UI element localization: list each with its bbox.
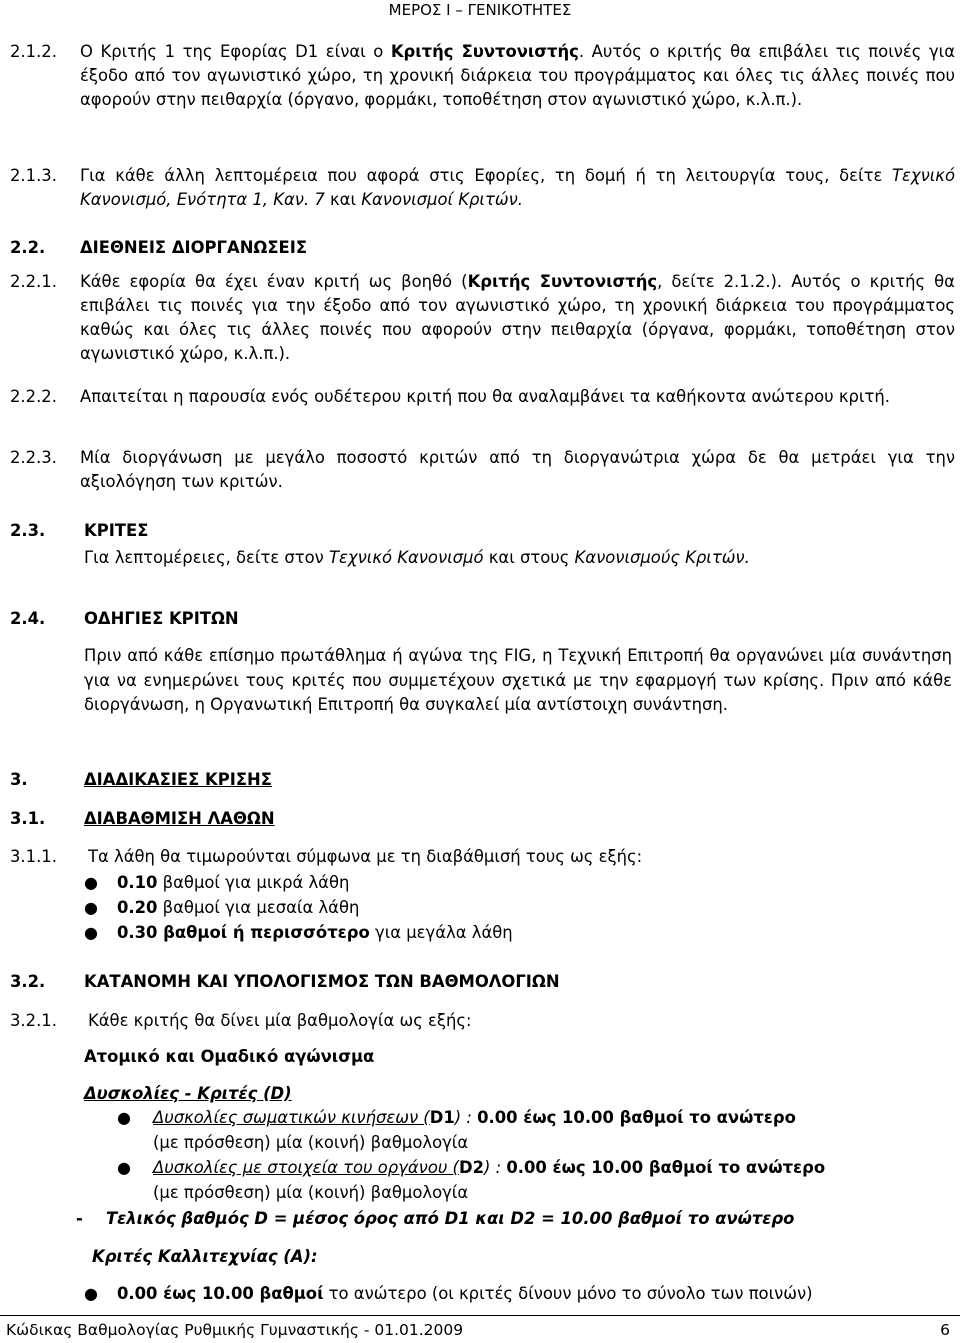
text: ) : <box>454 1108 478 1127</box>
text: Για κάθε άλλη λεπτομέρεια που αφορά στις Εφορίες, τη δομή ή τη λειτουργία τους, δείτε <box>80 166 893 185</box>
paragraph-2-4 <box>84 644 952 718</box>
reference: Τεχνικό Κανονισμό <box>329 548 484 567</box>
bullet-icon: ● <box>117 1158 131 1177</box>
section-number: 2.2.1. <box>10 272 57 291</box>
section-number: 3. <box>10 770 28 789</box>
bullet-icon: ● <box>84 923 98 942</box>
bullet-icon: ● <box>84 873 98 892</box>
final-score-formula: Τελικός βαθμός D = μέσος όρος από D1 και D2 = 10.00 βαθμοί το ανώτερο <box>106 1209 795 1228</box>
section-heading: ΟΔΗΓΙΕΣ ΚΡΙΤΩΝ <box>84 609 239 628</box>
section-number: 2.1.3. <box>10 166 57 185</box>
section-heading: ΔΙΑΒΑΘΜΙΣΗ ΛΑΘΩΝ <box>84 809 275 828</box>
text: Κάθε εφορία θα έχει έναν κριτή ως βοηθό ( <box>80 272 468 291</box>
section-number: 3.1. <box>10 809 46 828</box>
bullet-icon: ● <box>84 1284 98 1303</box>
section-number: 2.2.3. <box>10 448 57 467</box>
range: 0.00 έως 10.00 βαθμοί το ανώτερο <box>506 1158 826 1177</box>
subheading: Ατομικό και Ομαδικό αγώνισμα <box>84 1047 375 1066</box>
text: και <box>324 190 362 209</box>
subheading: Δυσκολίες - Κριτές (D) <box>84 1084 292 1103</box>
text: Για λεπτομέρειες, δείτε στον <box>84 548 330 567</box>
label: για μεγάλα λάθη <box>369 923 513 942</box>
paragraph-2-3 <box>84 546 750 570</box>
text: . Αυτός ο κριτής θα επιβάλει τις ποινές για έξοδο από τον αγωνιστικό χώρο, τη χρονική διάρκεια του προγράμματος και όλες τις άλλες ποινές που αφορούν στην πειθαρχία (όργανο, φορμάκι, τοποθέτηση στον αγωνιστικό χώρο, κ.λ.π.). <box>80 42 955 109</box>
section-heading: ΔΙΑΔΙΚΑΣΙΕΣ ΚΡΙΣΗΣ <box>84 770 272 789</box>
code: D1 <box>429 1108 455 1127</box>
section-number: 3.2. <box>10 972 46 991</box>
section-heading: ΚΑΤΑΝΟΜΗ ΚΑΙ ΥΠΟΛΟΓΙΣΜΟΣ ΤΩΝ ΒΑΘΜΟΛΟΓΙΩΝ <box>84 972 560 991</box>
footer-title: Κώδικας Βαθμολογίας Ρυθμικής Γυμναστικής - 01.01.2009 <box>6 1321 464 1339</box>
note: (με πρόσθεση) μία (κοινή) βαθμολογία <box>153 1183 469 1202</box>
section-number: 2.3. <box>10 521 46 540</box>
label: βαθμοί για μεσαία λάθη <box>157 898 360 917</box>
bold-term: Κριτής Συντονιστής <box>467 272 658 291</box>
list-item <box>117 896 359 920</box>
text: Απαιτείται η παρουσία ενός ουδέτερου κριτή που θα αναλαμβάνει τα καθήκοντα ανώτερου κριτή. <box>80 387 890 406</box>
label: βαθμοί για μικρά λάθη <box>157 873 350 892</box>
page-number: 6 <box>940 1321 950 1339</box>
bullet-icon: ● <box>84 898 98 917</box>
paragraph-2-2-1 <box>80 270 955 366</box>
list-item <box>117 921 513 945</box>
range: 0.00 έως 10.00 βαθμοί το ανώτερο <box>477 1108 796 1127</box>
section-heading: ΚΡΙΤΕΣ <box>84 521 149 540</box>
text: Δυσκολίες σωματικών κινήσεων ( <box>153 1108 430 1127</box>
paragraph-2-1-2 <box>80 40 955 112</box>
text: και στους <box>483 548 575 567</box>
subheading: Κριτές Καλλιτεχνίας (Α): <box>92 1247 318 1266</box>
paragraph-2-2-2 <box>80 385 955 409</box>
text: το ανώτερο (οι κριτές δίνουν μόνο το σύνολο των ποινών) <box>323 1284 813 1303</box>
value: 0.30 βαθμοί ή περισσότερο <box>117 923 370 942</box>
code: D2 <box>458 1158 484 1177</box>
text: , δείτε 2.1.2.). Αυτός ο κριτής θα επιβάλει τις ποινές για την έξοδο από τον αγωνιστικό χώρο, τη χρονική διάρκεια του προγράμματος καθώς και όλες τις άλλες ποινές που αφορούν στην πειθαρχία (όργανα, φορμάκι, τοποθέτηση στον αγωνιστικό χώρο, κ.λ.π.). <box>80 272 955 363</box>
text: Κάθε κριτής θα δίνει μία βαθμολογία ως εξής: <box>88 1011 472 1030</box>
value: 0.20 <box>117 898 158 917</box>
range: 0.00 έως 10.00 βαθμοί <box>117 1284 324 1303</box>
paragraph-2-1-3 <box>80 164 955 212</box>
bullet-icon: ● <box>117 1108 131 1127</box>
reference: Κανονισμούς Κριτών. <box>574 548 750 567</box>
footer-divider <box>0 1315 960 1316</box>
section-number: 2.4. <box>10 609 46 628</box>
section-number: 2.2.2. <box>10 387 57 406</box>
reference: Κανονισμοί Κριτών. <box>361 190 523 209</box>
text: Πριν από κάθε επίσημο πρωτάθλημα ή αγώνα της FIG, η Τεχνική Επιτροπή θα οργανώνει μία συνάντηση για να ενημερώνει τους κριτές που συμμετέχουν σχετικά με την εφαρμογή των κρίσης. Πριν από κάθε διοργάνωση, η Οργανωτική Επιτροπή θα συγκαλεί μία αντίστοιχη συνάντηση. <box>84 646 952 714</box>
list-item <box>117 871 349 895</box>
text: Δυσκολίες με στοιχεία του οργάνου ( <box>153 1158 459 1177</box>
reference: Τεχνικό Κανονισμό, Ενότητα 1, Καν. 7 <box>80 166 955 209</box>
bold-term: Κριτής Συντονιστής <box>390 42 579 61</box>
section-number: 2.1.2. <box>10 42 57 61</box>
list-item <box>117 1282 813 1306</box>
section-number: 3.1.1. <box>10 847 57 866</box>
list-item <box>153 1156 825 1180</box>
note: (με πρόσθεση) μία (κοινή) βαθμολογία <box>153 1133 469 1152</box>
section-heading: ΔΙΕΘΝΕΙΣ ΔΙΟΡΓΑΝΩΣΕΙΣ <box>80 238 308 257</box>
paragraph-2-2-3 <box>80 446 955 494</box>
text: ) : <box>483 1158 507 1177</box>
section-number: 2.2. <box>10 238 46 257</box>
list-item <box>153 1106 796 1130</box>
text: Τα λάθη θα τιμωρούνται σύμφωνα με τη διαβάθμισή τους ως εξής: <box>88 847 643 866</box>
page-header: ΜΕΡΟΣ Ι – ΓΕΝΙΚΟΤΗΤΕΣ <box>388 1 572 19</box>
text: Μία διοργάνωση με μεγάλο ποσοστό κριτών από τη διοργανώτρια χώρα δε θα μετράει για την αξιολόγηση των κριτών. <box>80 448 955 491</box>
dash: - <box>76 1209 83 1228</box>
section-number: 3.2.1. <box>10 1011 57 1030</box>
text: Ο Κριτής 1 της Εφορίας D1 είναι ο <box>80 42 391 61</box>
value: 0.10 <box>117 873 158 892</box>
